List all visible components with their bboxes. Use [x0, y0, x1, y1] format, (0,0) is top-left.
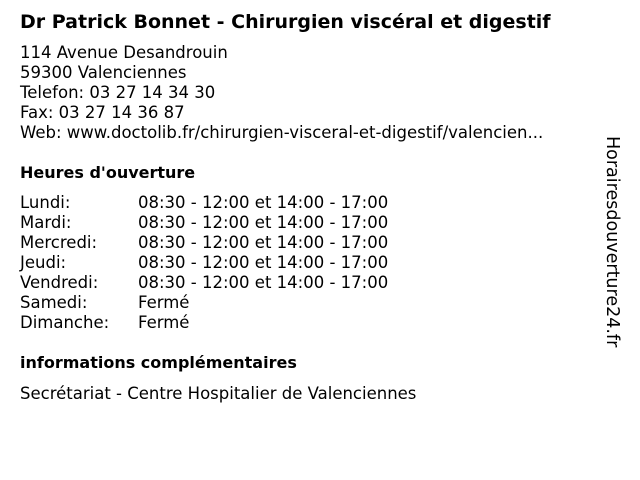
- website-url: Web: www.doctolib.fr/chirurgien-visceral-et-digestif/valencien...: [20, 123, 544, 142]
- day-hours: 08:30 - 12:00 et 14:00 - 17:00: [138, 273, 389, 292]
- hours-row-monday: [20, 193, 388, 213]
- phone-number: Telefon: 03 27 14 34 30: [20, 83, 216, 102]
- hours-row-saturday: [20, 293, 388, 313]
- day-label: Lundi:: [20, 193, 71, 212]
- day-label: Dimanche:: [20, 313, 110, 332]
- day-hours: 08:30 - 12:00 et 14:00 - 17:00: [138, 253, 389, 272]
- hours-row-thursday: [20, 253, 388, 273]
- city-address: 59300 Valenciennes: [20, 63, 187, 82]
- day-label: Mercredi:: [20, 233, 98, 252]
- day-hours: Fermé: [138, 313, 190, 332]
- hours-row-tuesday: [20, 213, 388, 233]
- hours-row-wednesday: [20, 233, 388, 253]
- day-label: Samedi:: [20, 293, 88, 312]
- page-title: Dr Patrick Bonnet - Chirurgien viscéral et digestif: [20, 11, 551, 33]
- street-address: 114 Avenue Desandrouin: [20, 43, 228, 62]
- day-hours: 08:30 - 12:00 et 14:00 - 17:00: [138, 233, 389, 252]
- fax-number: Fax: 03 27 14 36 87: [20, 103, 185, 122]
- day-hours: 08:30 - 12:00 et 14:00 - 17:00: [138, 193, 389, 212]
- hours-row-friday: [20, 273, 388, 293]
- hours-row-sunday: [20, 313, 388, 333]
- opening-hours-table: [20, 193, 388, 333]
- day-hours: Fermé: [138, 293, 190, 312]
- address-block: [20, 43, 543, 143]
- day-label: Mardi:: [20, 213, 72, 232]
- day-label: Vendredi:: [20, 273, 99, 292]
- opening-hours-heading: Heures d'ouverture: [20, 163, 196, 182]
- additional-info-heading: informations complémentaires: [20, 353, 297, 372]
- additional-info-text: Secrétariat - Centre Hospitalier de Valenciennes: [20, 384, 417, 403]
- site-watermark: Horairesdouverture24.fr: [602, 136, 622, 348]
- day-label: Jeudi:: [20, 253, 67, 272]
- day-hours: 08:30 - 12:00 et 14:00 - 17:00: [138, 213, 389, 232]
